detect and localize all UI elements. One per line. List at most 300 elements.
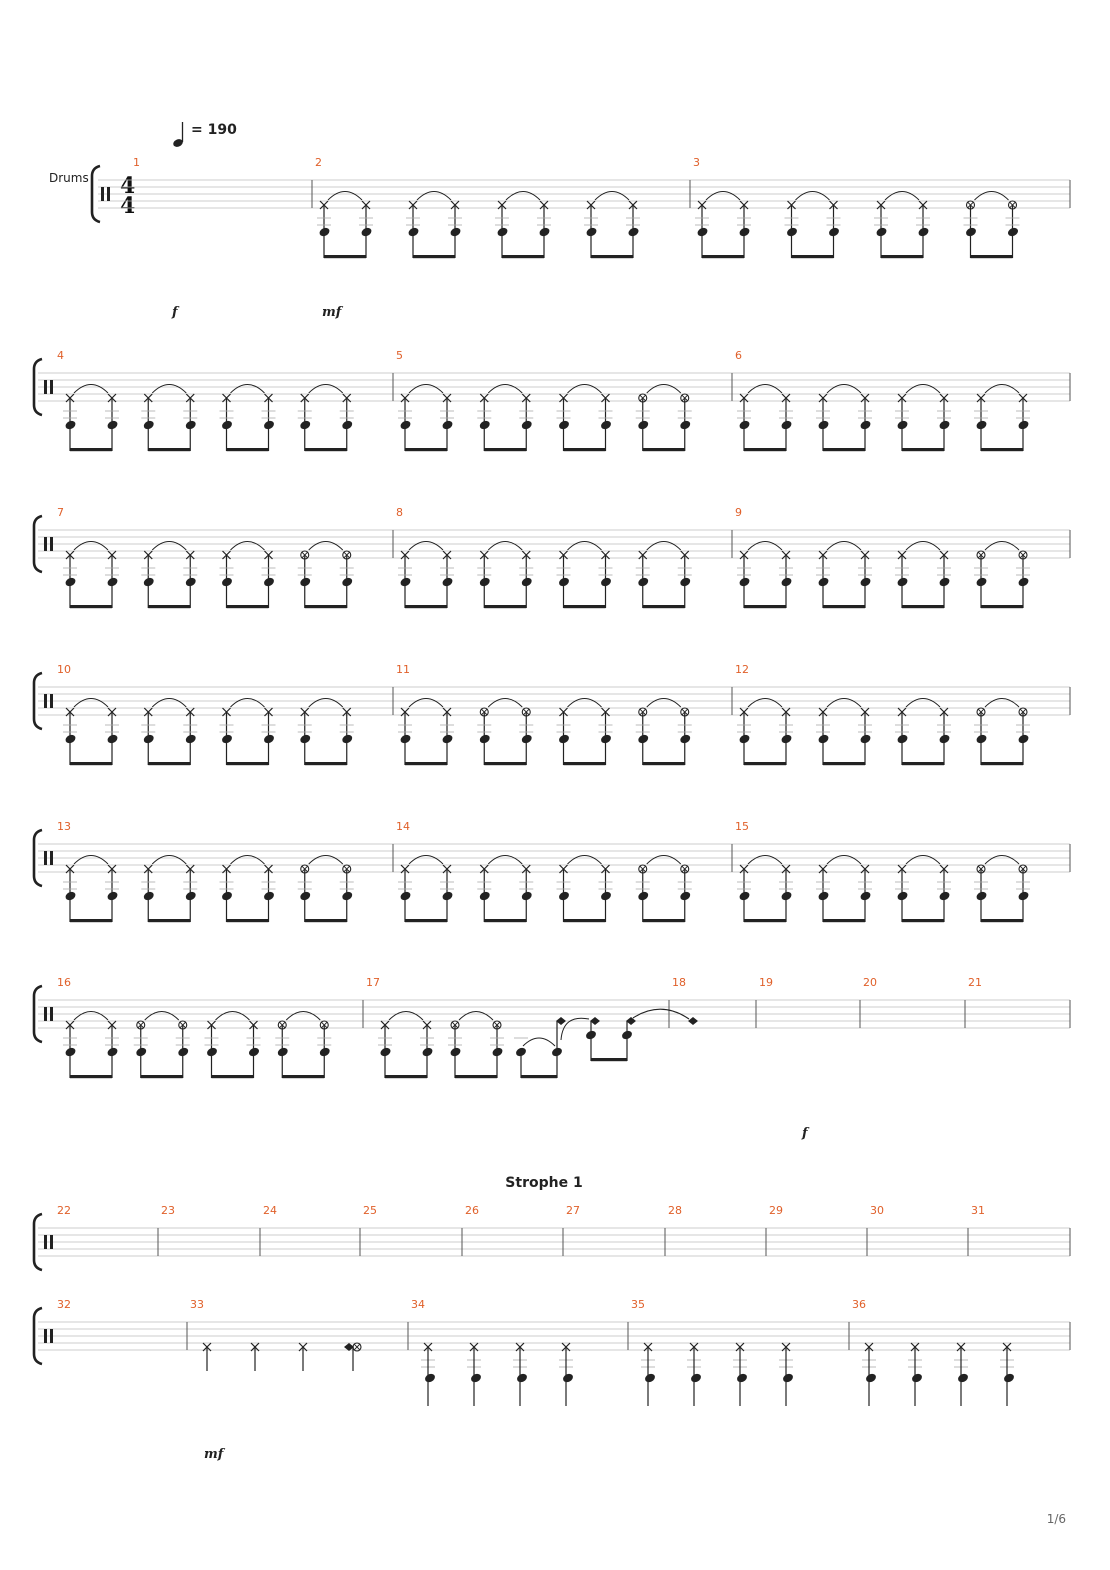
beam bbox=[823, 605, 865, 608]
notehead bbox=[248, 1046, 261, 1057]
tie-arc bbox=[506, 192, 540, 201]
measure-number: 23 bbox=[161, 1204, 175, 1217]
notehead bbox=[637, 733, 650, 744]
notehead bbox=[558, 890, 571, 901]
notehead bbox=[637, 890, 650, 901]
percussion-clef bbox=[50, 1235, 53, 1249]
notehead bbox=[859, 733, 872, 744]
measure bbox=[398, 699, 692, 766]
tie-arc bbox=[906, 385, 940, 394]
tie-arc bbox=[417, 192, 451, 201]
notehead bbox=[470, 1372, 483, 1383]
notehead bbox=[221, 419, 234, 430]
tie-arc bbox=[796, 192, 830, 201]
tie-arc bbox=[647, 542, 681, 551]
notehead bbox=[299, 890, 312, 901]
notehead bbox=[600, 890, 613, 901]
measure-number: 12 bbox=[735, 663, 749, 676]
beam bbox=[823, 448, 865, 451]
notehead bbox=[917, 226, 930, 237]
measure-number: 35 bbox=[631, 1298, 645, 1311]
notehead bbox=[859, 890, 872, 901]
beam bbox=[70, 919, 112, 922]
beam bbox=[405, 605, 447, 608]
notehead bbox=[627, 226, 640, 237]
notehead bbox=[637, 576, 650, 587]
beam bbox=[324, 255, 366, 258]
notehead bbox=[441, 733, 454, 744]
tie-arc bbox=[827, 856, 861, 865]
beam bbox=[148, 919, 190, 922]
beam bbox=[823, 919, 865, 922]
notehead bbox=[399, 419, 412, 430]
notehead bbox=[637, 419, 650, 430]
measure-number: 28 bbox=[668, 1204, 682, 1217]
beam bbox=[792, 255, 834, 258]
tie-arc bbox=[568, 856, 602, 865]
percussion-clef bbox=[44, 1007, 47, 1021]
notehead bbox=[975, 419, 988, 430]
notehead bbox=[1017, 576, 1030, 587]
notehead bbox=[106, 419, 119, 430]
notehead bbox=[263, 890, 276, 901]
diamond-head bbox=[688, 1017, 698, 1025]
measure-number: 25 bbox=[363, 1204, 377, 1217]
beam bbox=[484, 605, 526, 608]
notehead bbox=[679, 890, 692, 901]
tie-arc bbox=[409, 856, 443, 865]
notehead bbox=[957, 1372, 970, 1383]
notehead bbox=[896, 733, 909, 744]
notehead bbox=[738, 419, 751, 430]
tie-arc bbox=[286, 1012, 320, 1021]
systems bbox=[34, 156, 1070, 1406]
tie-arc bbox=[488, 542, 522, 551]
notehead bbox=[938, 576, 951, 587]
tie-arc bbox=[309, 699, 343, 708]
notehead bbox=[817, 890, 830, 901]
percussion-clef bbox=[50, 1007, 53, 1021]
notehead bbox=[975, 890, 988, 901]
tempo-marking bbox=[172, 122, 237, 148]
beam bbox=[70, 1075, 112, 1078]
percussion-clef bbox=[44, 1235, 47, 1249]
dynamic-marking: mf bbox=[322, 305, 342, 320]
notehead bbox=[538, 226, 551, 237]
measure bbox=[398, 856, 692, 923]
beam bbox=[405, 762, 447, 765]
tie-arc bbox=[975, 192, 1009, 201]
staff-system bbox=[92, 156, 1070, 258]
beam bbox=[744, 919, 786, 922]
measure-number: 9 bbox=[735, 506, 742, 519]
percussion-clef bbox=[101, 187, 104, 201]
notehead bbox=[360, 226, 373, 237]
measure-number: 2 bbox=[315, 156, 322, 169]
measure-number: 3 bbox=[693, 156, 700, 169]
measure bbox=[63, 699, 354, 766]
percussion-clef bbox=[50, 380, 53, 394]
measure-number: 16 bbox=[57, 976, 71, 989]
notehead bbox=[299, 733, 312, 744]
time-signature-bottom: 4 bbox=[120, 193, 136, 219]
notehead bbox=[600, 576, 613, 587]
tie-arc bbox=[523, 1038, 555, 1046]
notehead bbox=[558, 419, 571, 430]
beam bbox=[902, 448, 944, 451]
notehead bbox=[515, 1046, 528, 1057]
beam bbox=[981, 605, 1023, 608]
measure-number: 18 bbox=[672, 976, 686, 989]
tie-arc bbox=[409, 699, 443, 708]
measure-number: 21 bbox=[968, 976, 982, 989]
measure-number: 15 bbox=[735, 820, 749, 833]
tie-arc bbox=[74, 856, 108, 865]
notehead bbox=[177, 1046, 190, 1057]
staff-system bbox=[34, 1298, 1070, 1406]
beam bbox=[902, 762, 944, 765]
notehead bbox=[911, 1372, 924, 1383]
beam bbox=[227, 605, 269, 608]
notehead bbox=[135, 1046, 148, 1057]
notehead bbox=[424, 1372, 437, 1383]
notehead bbox=[585, 1029, 598, 1040]
tie-arc bbox=[409, 542, 443, 551]
notehead bbox=[828, 226, 841, 237]
measure bbox=[63, 542, 354, 609]
notehead bbox=[263, 733, 276, 744]
beam bbox=[405, 448, 447, 451]
percussion-clef bbox=[50, 1329, 53, 1343]
notehead bbox=[221, 890, 234, 901]
notehead bbox=[679, 576, 692, 587]
tie-arc bbox=[706, 192, 740, 201]
notehead bbox=[938, 419, 951, 430]
notehead bbox=[276, 1046, 289, 1057]
notehead bbox=[341, 419, 354, 430]
beam bbox=[564, 605, 606, 608]
measure-number: 32 bbox=[57, 1298, 71, 1311]
notehead bbox=[184, 890, 197, 901]
tie-arc bbox=[145, 1012, 179, 1021]
measure bbox=[737, 542, 1030, 609]
measure-number: 19 bbox=[759, 976, 773, 989]
notehead bbox=[520, 890, 533, 901]
beam bbox=[212, 1075, 254, 1078]
beam bbox=[484, 448, 526, 451]
tie-arc bbox=[906, 699, 940, 708]
dynamic-marking: f bbox=[172, 305, 178, 320]
beam bbox=[564, 762, 606, 765]
tie-arc bbox=[647, 699, 681, 708]
beam bbox=[744, 448, 786, 451]
beam bbox=[305, 762, 347, 765]
notehead bbox=[1017, 419, 1030, 430]
notehead bbox=[399, 576, 412, 587]
beam bbox=[881, 255, 923, 258]
beam bbox=[643, 448, 685, 451]
notehead bbox=[696, 226, 709, 237]
staff-system bbox=[34, 506, 1070, 608]
percussion-clef bbox=[107, 187, 110, 201]
measure-number: 6 bbox=[735, 349, 742, 362]
beam bbox=[305, 919, 347, 922]
measure-number: 29 bbox=[769, 1204, 783, 1217]
notehead bbox=[558, 576, 571, 587]
beam bbox=[643, 762, 685, 765]
tie-arc bbox=[74, 699, 108, 708]
notehead bbox=[865, 1372, 878, 1383]
measure bbox=[737, 385, 1030, 452]
beam bbox=[564, 448, 606, 451]
notehead bbox=[562, 1372, 575, 1383]
notehead bbox=[817, 576, 830, 587]
notehead bbox=[780, 576, 793, 587]
staff-system bbox=[34, 820, 1070, 922]
beam bbox=[591, 255, 633, 258]
notehead bbox=[690, 1372, 703, 1383]
tie-arc bbox=[906, 856, 940, 865]
tie-arc bbox=[488, 856, 522, 865]
notehead bbox=[896, 890, 909, 901]
notehead bbox=[600, 419, 613, 430]
notehead bbox=[644, 1372, 657, 1383]
notehead bbox=[520, 733, 533, 744]
tie-arc bbox=[647, 385, 681, 394]
measure-number: 20 bbox=[863, 976, 877, 989]
tie-arc bbox=[231, 542, 265, 551]
notehead bbox=[221, 576, 234, 587]
tie-arc bbox=[231, 856, 265, 865]
measure bbox=[398, 542, 692, 609]
notehead bbox=[938, 890, 951, 901]
beam bbox=[141, 1075, 183, 1078]
measure-number: 31 bbox=[971, 1204, 985, 1217]
beam bbox=[405, 919, 447, 922]
tie-arc bbox=[488, 699, 522, 708]
beam bbox=[981, 448, 1023, 451]
measure-number: 36 bbox=[852, 1298, 866, 1311]
measure bbox=[63, 385, 354, 452]
measure-number: 4 bbox=[57, 349, 64, 362]
notehead bbox=[341, 576, 354, 587]
beam bbox=[484, 919, 526, 922]
tie-arc bbox=[389, 1012, 423, 1021]
measure-number: 7 bbox=[57, 506, 64, 519]
tie-arc bbox=[748, 856, 782, 865]
notehead bbox=[64, 419, 77, 430]
beam bbox=[227, 762, 269, 765]
tie-arc bbox=[328, 192, 362, 201]
notehead bbox=[817, 419, 830, 430]
notehead bbox=[106, 1046, 119, 1057]
measure bbox=[63, 1012, 331, 1079]
beam bbox=[148, 605, 190, 608]
measure-number: 26 bbox=[465, 1204, 479, 1217]
beam bbox=[148, 448, 190, 451]
notehead bbox=[263, 576, 276, 587]
notehead bbox=[441, 890, 454, 901]
tie-arc bbox=[309, 542, 343, 551]
beam bbox=[484, 762, 526, 765]
tie-arc bbox=[74, 385, 108, 394]
dynamic-marking: f bbox=[802, 1126, 808, 1141]
percussion-clef bbox=[44, 380, 47, 394]
percussion-clef bbox=[44, 1329, 47, 1343]
notehead bbox=[558, 733, 571, 744]
notehead bbox=[965, 226, 978, 237]
beam bbox=[744, 762, 786, 765]
notehead bbox=[441, 419, 454, 430]
tie-arc bbox=[152, 856, 186, 865]
notehead bbox=[859, 576, 872, 587]
tie-arc bbox=[568, 699, 602, 708]
tie-arc bbox=[231, 699, 265, 708]
measure bbox=[378, 1009, 698, 1078]
notehead bbox=[106, 890, 119, 901]
notehead bbox=[341, 733, 354, 744]
tie-arc bbox=[152, 542, 186, 551]
notehead bbox=[859, 419, 872, 430]
tie-arc bbox=[985, 542, 1019, 551]
tie-arc bbox=[748, 542, 782, 551]
measure-number: 11 bbox=[396, 663, 410, 676]
notehead bbox=[184, 419, 197, 430]
notehead bbox=[975, 733, 988, 744]
beam bbox=[981, 919, 1023, 922]
notehead bbox=[817, 733, 830, 744]
measure bbox=[641, 1343, 794, 1406]
notehead bbox=[142, 576, 155, 587]
beam bbox=[148, 762, 190, 765]
percussion-clef bbox=[50, 851, 53, 865]
notehead bbox=[1017, 890, 1030, 901]
beam bbox=[70, 762, 112, 765]
tie-arc bbox=[74, 1012, 108, 1021]
percussion-clef bbox=[50, 537, 53, 551]
measure-number: 17 bbox=[366, 976, 380, 989]
measure-number: 14 bbox=[396, 820, 410, 833]
beam bbox=[564, 919, 606, 922]
staff-system bbox=[34, 1204, 1070, 1270]
beam bbox=[702, 255, 744, 258]
notehead bbox=[780, 890, 793, 901]
notehead bbox=[206, 1046, 219, 1057]
notehead bbox=[600, 733, 613, 744]
notehead bbox=[184, 576, 197, 587]
notehead bbox=[106, 576, 119, 587]
measure bbox=[398, 385, 692, 452]
beam bbox=[902, 605, 944, 608]
notehead bbox=[407, 226, 420, 237]
dynamic-marking: mf bbox=[204, 1447, 224, 1462]
staff-system bbox=[34, 976, 1070, 1078]
notehead bbox=[263, 419, 276, 430]
notehead bbox=[478, 419, 491, 430]
measure-number: 8 bbox=[396, 506, 403, 519]
notehead bbox=[478, 576, 491, 587]
beam bbox=[981, 762, 1023, 765]
notehead bbox=[478, 890, 491, 901]
notehead bbox=[780, 419, 793, 430]
notehead bbox=[299, 576, 312, 587]
beam bbox=[282, 1075, 324, 1078]
measure bbox=[63, 856, 354, 923]
notehead bbox=[551, 1046, 564, 1057]
measure bbox=[737, 699, 1030, 766]
notehead bbox=[318, 226, 331, 237]
notehead bbox=[64, 733, 77, 744]
notehead bbox=[738, 890, 751, 901]
beam bbox=[502, 255, 544, 258]
notehead bbox=[341, 890, 354, 901]
notehead bbox=[679, 419, 692, 430]
time-signature-top: 4 bbox=[120, 173, 136, 199]
notehead bbox=[379, 1046, 392, 1057]
beam bbox=[521, 1075, 557, 1078]
beam bbox=[305, 448, 347, 451]
notehead bbox=[318, 1046, 331, 1057]
notehead bbox=[106, 733, 119, 744]
notehead bbox=[975, 576, 988, 587]
tie-arc bbox=[309, 385, 343, 394]
notehead bbox=[299, 419, 312, 430]
beam bbox=[305, 605, 347, 608]
measure bbox=[862, 1343, 1015, 1406]
beam bbox=[643, 605, 685, 608]
tie-arc bbox=[568, 385, 602, 394]
notehead bbox=[520, 576, 533, 587]
tie-arc bbox=[216, 1012, 250, 1021]
staff-system bbox=[34, 663, 1070, 765]
tie-arc bbox=[488, 385, 522, 394]
measure-number: 13 bbox=[57, 820, 71, 833]
notehead bbox=[520, 419, 533, 430]
notehead bbox=[64, 1046, 77, 1057]
measure-number: 10 bbox=[57, 663, 71, 676]
beam bbox=[385, 1075, 427, 1078]
percussion-clef bbox=[44, 851, 47, 865]
notehead bbox=[1003, 1372, 1016, 1383]
notehead bbox=[399, 733, 412, 744]
tie-arc bbox=[231, 385, 265, 394]
tie-arc bbox=[985, 699, 1019, 708]
notehead bbox=[64, 576, 77, 587]
notehead bbox=[896, 419, 909, 430]
tie-arc bbox=[827, 542, 861, 551]
tie-arc bbox=[985, 856, 1019, 865]
page-number: 1/6 bbox=[1046, 1512, 1066, 1526]
percussion-clef bbox=[44, 537, 47, 551]
notehead bbox=[449, 1046, 462, 1057]
notehead bbox=[1017, 733, 1030, 744]
notehead bbox=[738, 576, 751, 587]
measure-number: 24 bbox=[263, 1204, 277, 1217]
notehead bbox=[478, 733, 491, 744]
percussion-clef bbox=[50, 694, 53, 708]
notehead bbox=[441, 576, 454, 587]
notehead bbox=[421, 1046, 434, 1057]
notehead bbox=[184, 733, 197, 744]
tie-arc bbox=[152, 385, 186, 394]
beam bbox=[744, 605, 786, 608]
beam bbox=[455, 1075, 497, 1078]
notehead bbox=[782, 1372, 795, 1383]
beam bbox=[902, 919, 944, 922]
notehead bbox=[780, 733, 793, 744]
tie-arc bbox=[309, 856, 343, 865]
measure bbox=[737, 856, 1030, 923]
